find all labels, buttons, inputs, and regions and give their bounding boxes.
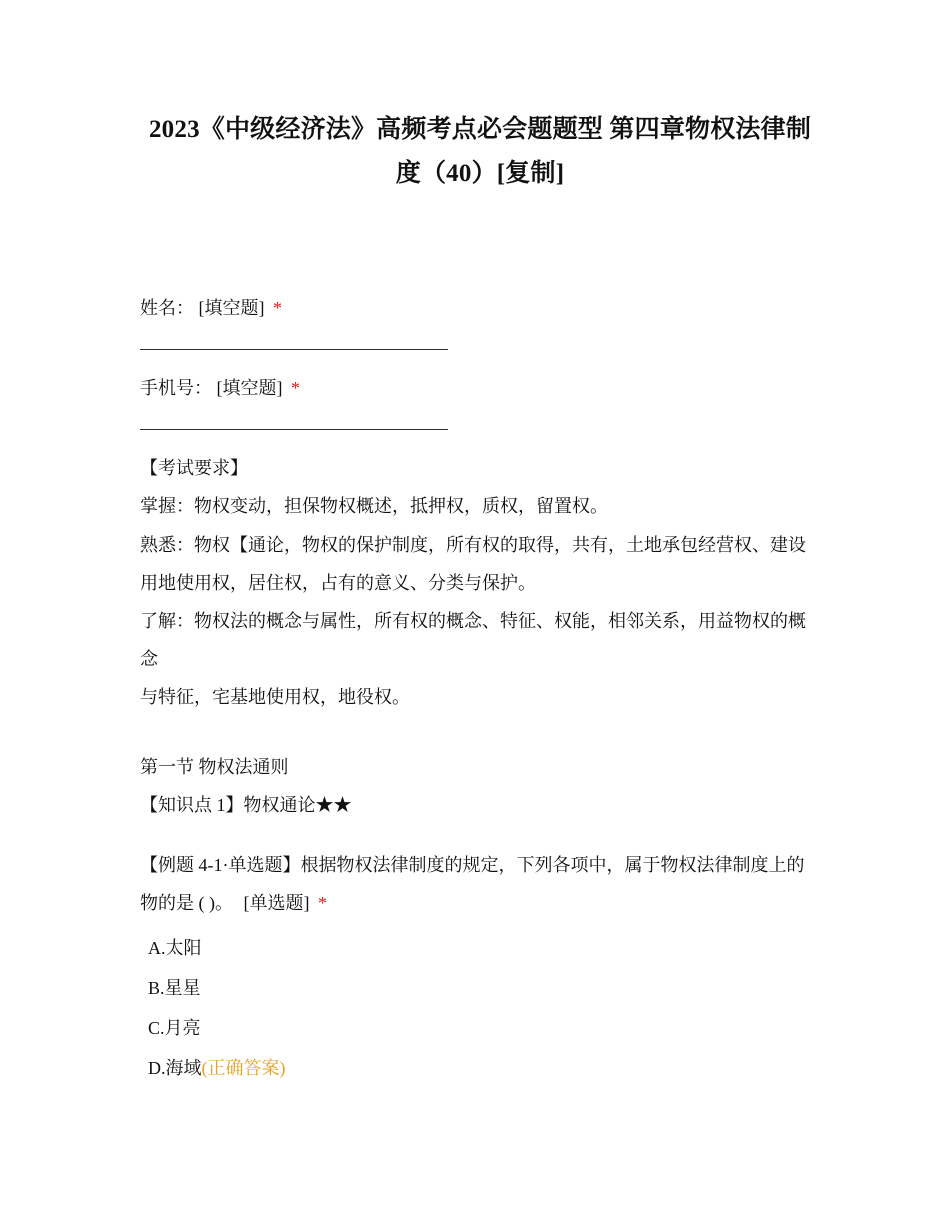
required-mark: * <box>291 378 300 398</box>
knowledge-point: 【知识点 1】物权通论★★ <box>140 795 352 815</box>
question-text <box>140 846 820 922</box>
phone-field-label <box>140 369 300 407</box>
required-mark: * <box>273 298 282 318</box>
requirements-master: 掌握：物权变动，担保物权概述，抵押权，质权，留置权。 <box>140 496 608 516</box>
requirements-understand: 了解：物权法的概念与属性，所有权的概念、特征、权能，相邻关系，用益物权的概念 <box>140 611 806 669</box>
name-field-label <box>140 289 282 327</box>
requirements-understand-cont: 与特征，宅基地使用权，地役权。 <box>140 687 410 707</box>
requirements-familiar: 熟悉：物权【通论，物权的保护制度，所有权的取得，共有，土地承包经营权、建设用地使用权，居住权，占有的意义、分类与保护。 <box>140 535 806 593</box>
option-c[interactable]: C.月亮 <box>148 1018 201 1038</box>
section-title: 第一节 物权法通则 <box>140 757 289 777</box>
page-title: 2023《中级经济法》高频考点必会题题型 第四章物权法律制度（40）[复制] <box>148 116 812 187</box>
correct-answer-note: (正确答案) <box>201 1058 286 1078</box>
option-a[interactable]: A.太阳 <box>148 938 202 958</box>
field-label: 姓名： <box>140 298 194 318</box>
field-label: 手机号： <box>140 378 212 398</box>
field-type: [填空题] <box>216 378 283 398</box>
field-type: [填空题] <box>198 298 265 318</box>
required-mark: * <box>318 893 327 913</box>
option-b[interactable]: B.星星 <box>148 978 201 998</box>
option-label: D.海域 <box>148 1058 202 1078</box>
phone-input[interactable] <box>140 429 448 430</box>
option-d[interactable] <box>148 1049 286 1087</box>
question-stem: 【例题 4-1·单选题】根据物权法律制度的规定，下列各项中，属于物权法律制度上的物的是 ( )。 <box>140 855 805 913</box>
requirements-heading: 【考试要求】 <box>140 458 248 478</box>
question-type: [单选题] <box>243 893 310 913</box>
name-input[interactable] <box>140 349 448 350</box>
